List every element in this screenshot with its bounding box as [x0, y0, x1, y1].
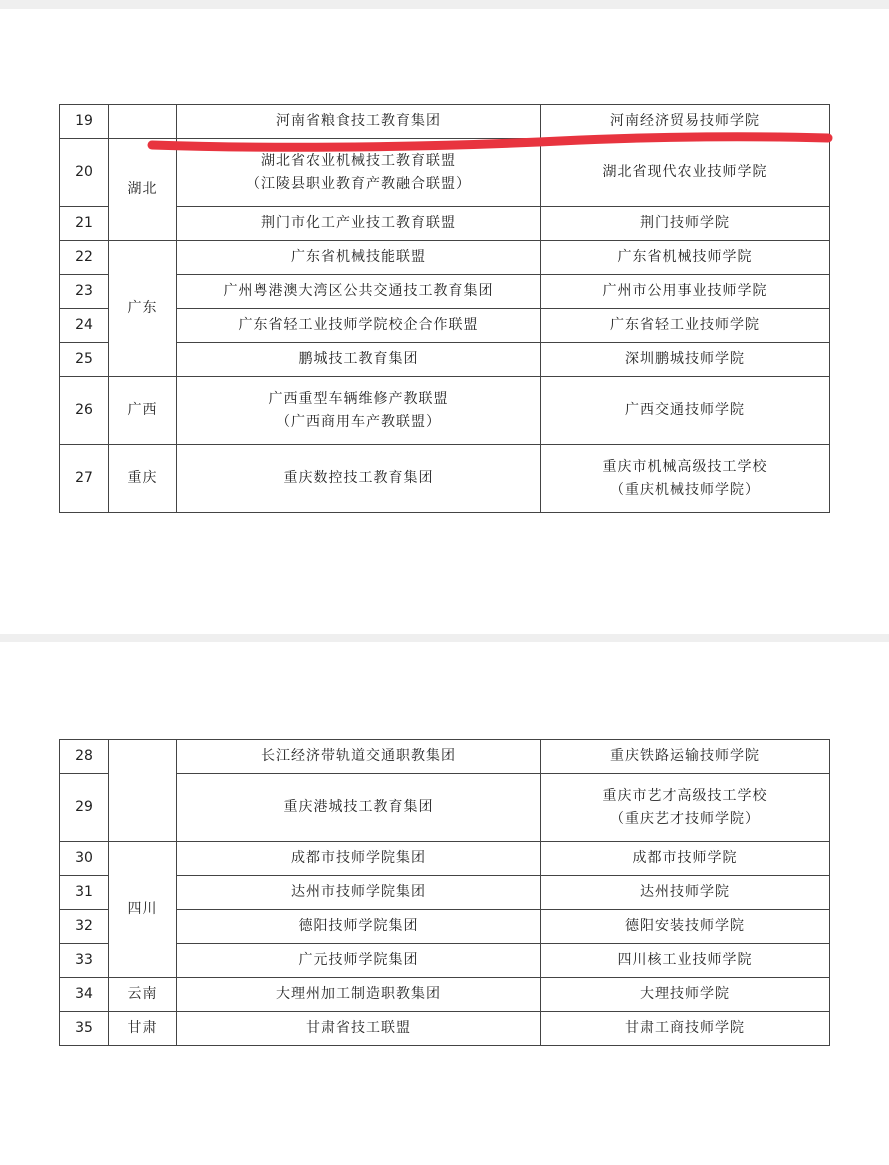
- school-cell: 成都市技师学院: [541, 842, 830, 876]
- province-cell: 四川: [109, 842, 177, 978]
- row-number: 33: [60, 944, 109, 978]
- school-cell: 达州技师学院: [541, 876, 830, 910]
- row-number: 35: [60, 1012, 109, 1046]
- group-cell: 荆门市化工产业技工教育联盟: [177, 207, 541, 241]
- province-cell: [109, 740, 177, 842]
- table-row: [60, 139, 830, 207]
- group-cell: 重庆数控技工教育集团: [177, 445, 541, 513]
- school-cell: 重庆市艺才高级技工学校 （重庆艺才技师学院）: [541, 774, 830, 842]
- table-row: [60, 740, 830, 774]
- school-cell: 广东省机械技师学院: [541, 241, 830, 275]
- alliance-table-part-2: [59, 739, 830, 1046]
- page-edge-separator: [0, 0, 889, 9]
- group-cell: 大理州加工制造职教集团: [177, 978, 541, 1012]
- school-cell: 深圳鹏城技师学院: [541, 343, 830, 377]
- group-cell: 达州市技师学院集团: [177, 876, 541, 910]
- alliance-table-part-1: [59, 104, 830, 513]
- province-cell: 云南: [109, 978, 177, 1012]
- school-cell: 荆门技师学院: [541, 207, 830, 241]
- page-break-separator: [0, 634, 889, 642]
- row-number: 25: [60, 343, 109, 377]
- group-cell: 鹏城技工教育集团: [177, 343, 541, 377]
- row-number: 29: [60, 774, 109, 842]
- row-number: 28: [60, 740, 109, 774]
- table-row: [60, 105, 830, 139]
- province-cell: [109, 105, 177, 139]
- school-cell: 四川核工业技师学院: [541, 944, 830, 978]
- group-cell: 德阳技师学院集团: [177, 910, 541, 944]
- school-cell: 大理技师学院: [541, 978, 830, 1012]
- group-cell: 长江经济带轨道交通职教集团: [177, 740, 541, 774]
- province-cell: 甘肃: [109, 1012, 177, 1046]
- row-number: 26: [60, 377, 109, 445]
- table-row: [60, 241, 830, 275]
- group-cell: 重庆港城技工教育集团: [177, 774, 541, 842]
- province-cell: 广东: [109, 241, 177, 377]
- province-cell: 广西: [109, 377, 177, 445]
- row-number: 34: [60, 978, 109, 1012]
- school-cell: 广东省轻工业技师学院: [541, 309, 830, 343]
- row-number: 22: [60, 241, 109, 275]
- school-cell: 甘肃工商技师学院: [541, 1012, 830, 1046]
- group-cell: 甘肃省技工联盟: [177, 1012, 541, 1046]
- row-number: 23: [60, 275, 109, 309]
- table-row: [60, 445, 830, 513]
- school-cell: 重庆市机械高级技工学校 （重庆机械技师学院）: [541, 445, 830, 513]
- school-cell: 德阳安装技师学院: [541, 910, 830, 944]
- group-cell: 广东省轻工业技师学院校企合作联盟: [177, 309, 541, 343]
- row-number: 24: [60, 309, 109, 343]
- table-row: [60, 1012, 830, 1046]
- table-row: [60, 978, 830, 1012]
- row-number: 31: [60, 876, 109, 910]
- row-number: 32: [60, 910, 109, 944]
- row-number: 21: [60, 207, 109, 241]
- table-row: [60, 842, 830, 876]
- group-cell: 广元技师学院集团: [177, 944, 541, 978]
- school-cell: 重庆铁路运输技师学院: [541, 740, 830, 774]
- school-cell: 河南经济贸易技师学院: [541, 105, 830, 139]
- table-row: [60, 377, 830, 445]
- group-cell: 广东省机械技能联盟: [177, 241, 541, 275]
- province-cell: 重庆: [109, 445, 177, 513]
- group-cell: 广州粤港澳大湾区公共交通技工教育集团: [177, 275, 541, 309]
- row-number: 20: [60, 139, 109, 207]
- school-cell: 广州市公用事业技师学院: [541, 275, 830, 309]
- row-number: 30: [60, 842, 109, 876]
- school-cell: 湖北省现代农业技师学院: [541, 139, 830, 207]
- school-cell: 广西交通技师学院: [541, 377, 830, 445]
- row-number: 19: [60, 105, 109, 139]
- group-cell: 湖北省农业机械技工教育联盟 （江陵县职业教育产教融合联盟）: [177, 139, 541, 207]
- group-cell: 河南省粮食技工教育集团: [177, 105, 541, 139]
- group-cell: 广西重型车辆维修产教联盟 （广西商用车产教联盟）: [177, 377, 541, 445]
- province-cell: 湖北: [109, 139, 177, 241]
- group-cell: 成都市技师学院集团: [177, 842, 541, 876]
- row-number: 27: [60, 445, 109, 513]
